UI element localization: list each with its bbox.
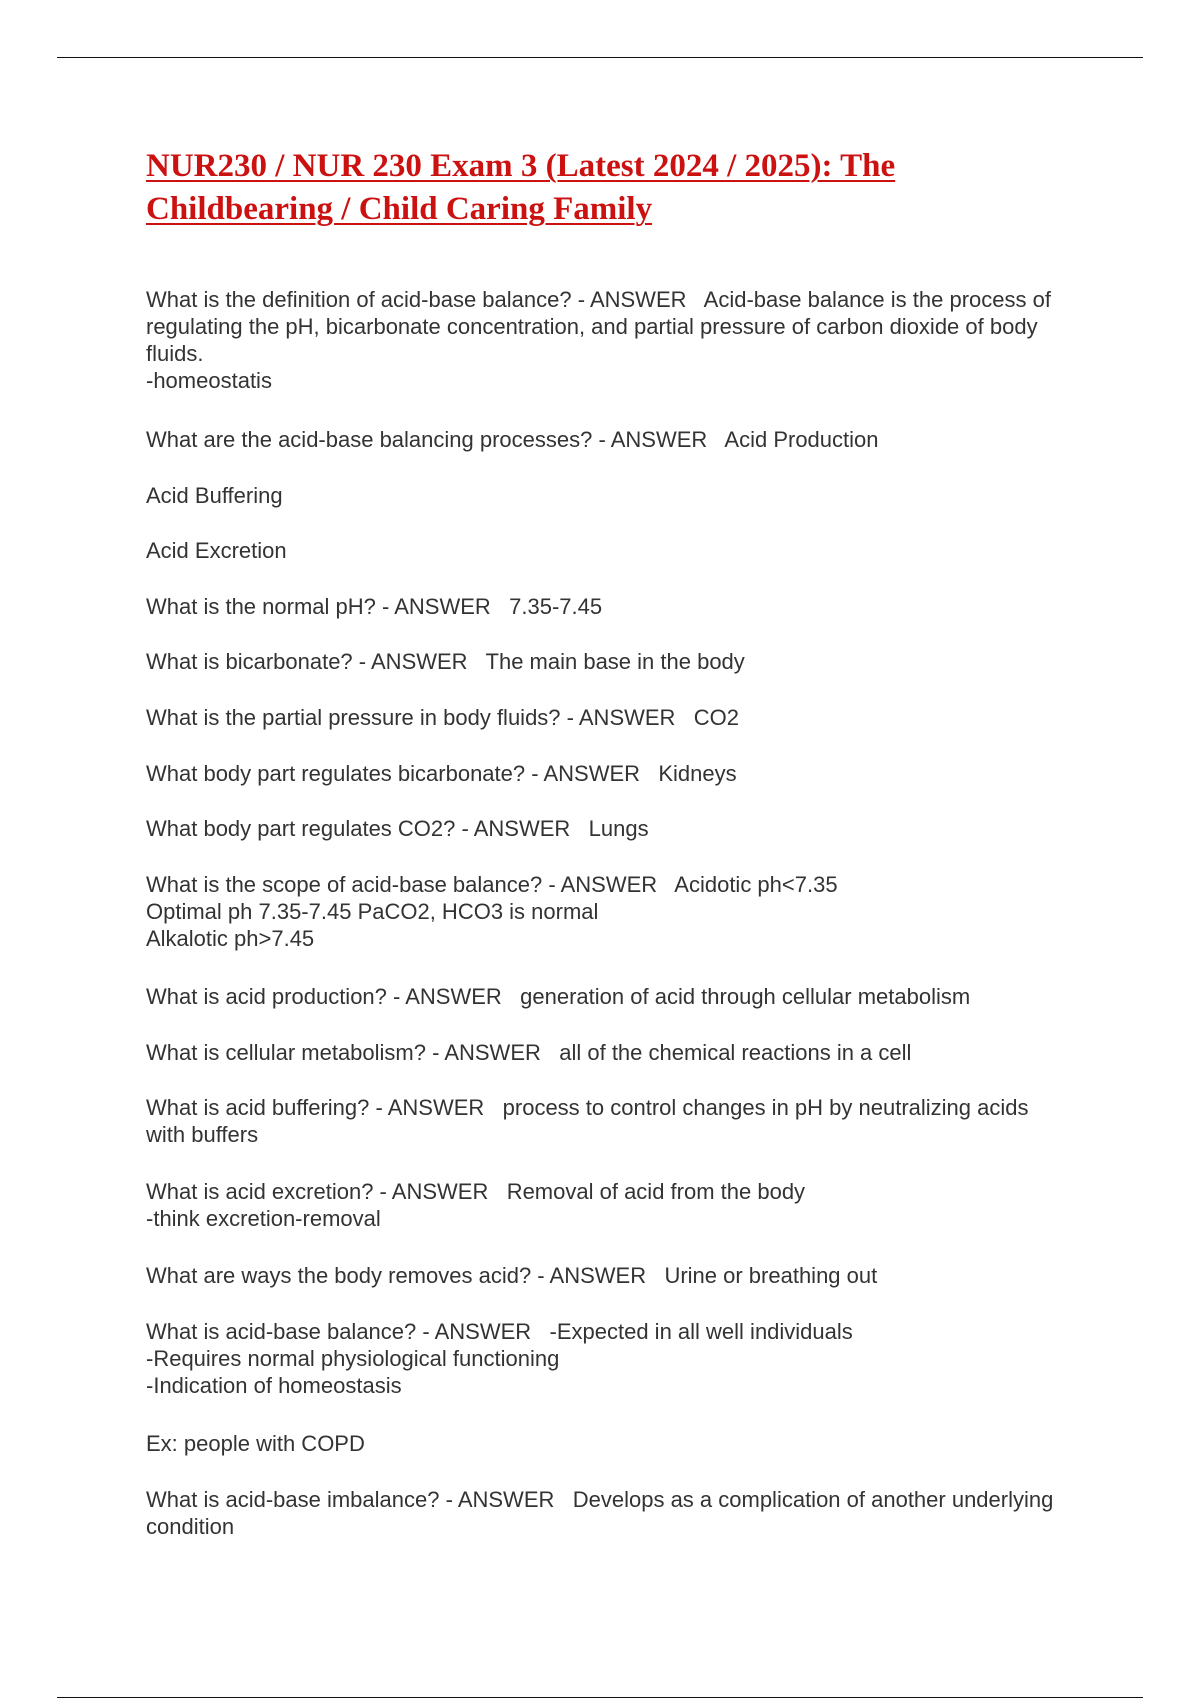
qa-entry-removes-acid [146, 1262, 1066, 1289]
answer-text: generation of acid through cellular metabolism [520, 984, 971, 1009]
document-title [146, 145, 1046, 231]
question-text: What is acid-base balance? [146, 1319, 417, 1344]
question-text: What is the normal pH? [146, 594, 376, 619]
answer-text: CO2 [693, 705, 740, 730]
question-text: What is bicarbonate? [146, 649, 353, 674]
answer-text: -Expected in all well individuals -Requires normal physiological functioning -Indication of homeostasis [146, 1319, 853, 1398]
qa-entry-definition-acid-base [146, 286, 1066, 394]
answer-text: Lungs [588, 816, 649, 841]
qa-entry-acid-base-imbalance [146, 1486, 1066, 1540]
question-text: What is acid buffering? [146, 1095, 370, 1120]
answer-marker: - ANSWER [592, 427, 725, 452]
answer-text: Develops as a complication of another underlying condition [146, 1487, 1060, 1539]
answer-text: Kidneys [658, 761, 737, 786]
question-text: What are the acid-base balancing processes? [146, 427, 593, 452]
answer-marker: - ANSWER [373, 1179, 507, 1204]
answer-text: Removal of acid from the body -think excretion-removal [146, 1179, 806, 1231]
answer-marker: - ANSWER [560, 705, 694, 730]
answer-text: Acidotic ph<7.35 Optimal ph 7.35-7.45 PaCO2, HCO3 is normal Alkalotic ph>7.45 [146, 872, 838, 951]
title-line-2: Childbearing / Child Caring Family [146, 191, 653, 227]
question-text: What body part regulates bicarbonate? [146, 761, 526, 786]
answer-marker: - ANSWER [375, 594, 510, 619]
answer-marker: - ANSWER [425, 1040, 560, 1065]
answer-marker: - ANSWER [571, 287, 704, 312]
answer-marker: - ANSWER [439, 1487, 573, 1512]
answer-marker: - ANSWER [455, 816, 589, 841]
qa-entry-regulates-co2 [146, 815, 1066, 842]
top-rule [57, 57, 1143, 58]
answer-marker: - ANSWER [542, 872, 675, 897]
answer-marker: - ANSWER [525, 761, 659, 786]
continuation-text: Ex: people with COPD [146, 1431, 365, 1456]
qa-entry-acid-production [146, 983, 1066, 1010]
qa-continuation-copd [146, 1430, 1066, 1457]
qa-entry-normal-ph [146, 593, 1066, 620]
answer-marker: - ANSWER [369, 1095, 503, 1120]
answer-text: all of the chemical reactions in a cell [559, 1040, 912, 1065]
qa-entry-scope [146, 871, 1066, 952]
qa-entry-cellular-metabolism [146, 1039, 1066, 1066]
question-text: What is acid-base imbalance? [146, 1487, 440, 1512]
question-text: What is acid excretion? [146, 1179, 374, 1204]
answer-text: 7.35-7.45 [509, 594, 603, 619]
qa-entry-balancing-processes [146, 426, 1066, 453]
continuation-text: Acid Excretion [146, 538, 287, 563]
qa-entry-partial-pressure [146, 704, 1066, 731]
qa-continuation-acid-excretion [146, 537, 1066, 564]
answer-text: process to control changes in pH by neutralizing acids with buffers [146, 1095, 1035, 1147]
qa-entry-acid-excretion [146, 1178, 1066, 1232]
answer-text: Acid Production [724, 427, 879, 452]
answer-marker: - ANSWER [416, 1319, 550, 1344]
question-text: What is the definition of acid-base balance? [146, 287, 572, 312]
question-text: What is the partial pressure in body fluids? [146, 705, 561, 730]
question-text: What body part regulates CO2? [146, 816, 456, 841]
question-text: What is the scope of acid-base balance? [146, 872, 543, 897]
answer-marker: - ANSWER [386, 984, 521, 1009]
answer-text: Urine or breathing out [664, 1263, 878, 1288]
answer-text: The main base in the body [485, 649, 745, 674]
qa-entry-acid-base-balance [146, 1318, 1066, 1399]
answer-text: Acid-base balance is the process of regulating the pH, bicarbonate concentration, and partial pressure of carbon dioxide of body fluids. -homeostatis [146, 287, 1051, 393]
question-text: What are ways the body removes acid? [146, 1263, 532, 1288]
question-text: What is acid production? [146, 984, 387, 1009]
answer-marker: - ANSWER [531, 1263, 665, 1288]
bottom-rule [57, 1697, 1143, 1698]
answer-marker: - ANSWER [352, 649, 486, 674]
question-text: What is cellular metabolism? [146, 1040, 426, 1065]
title-line-1: NUR230 / NUR 230 Exam 3 (Latest 2024 / 2025): The [146, 148, 896, 184]
qa-entry-bicarbonate [146, 648, 1066, 675]
qa-entry-regulates-bicarbonate [146, 760, 1066, 787]
qa-continuation-acid-buffering [146, 482, 1066, 509]
continuation-text: Acid Buffering [146, 483, 283, 508]
qa-entry-acid-buffering [146, 1094, 1066, 1148]
